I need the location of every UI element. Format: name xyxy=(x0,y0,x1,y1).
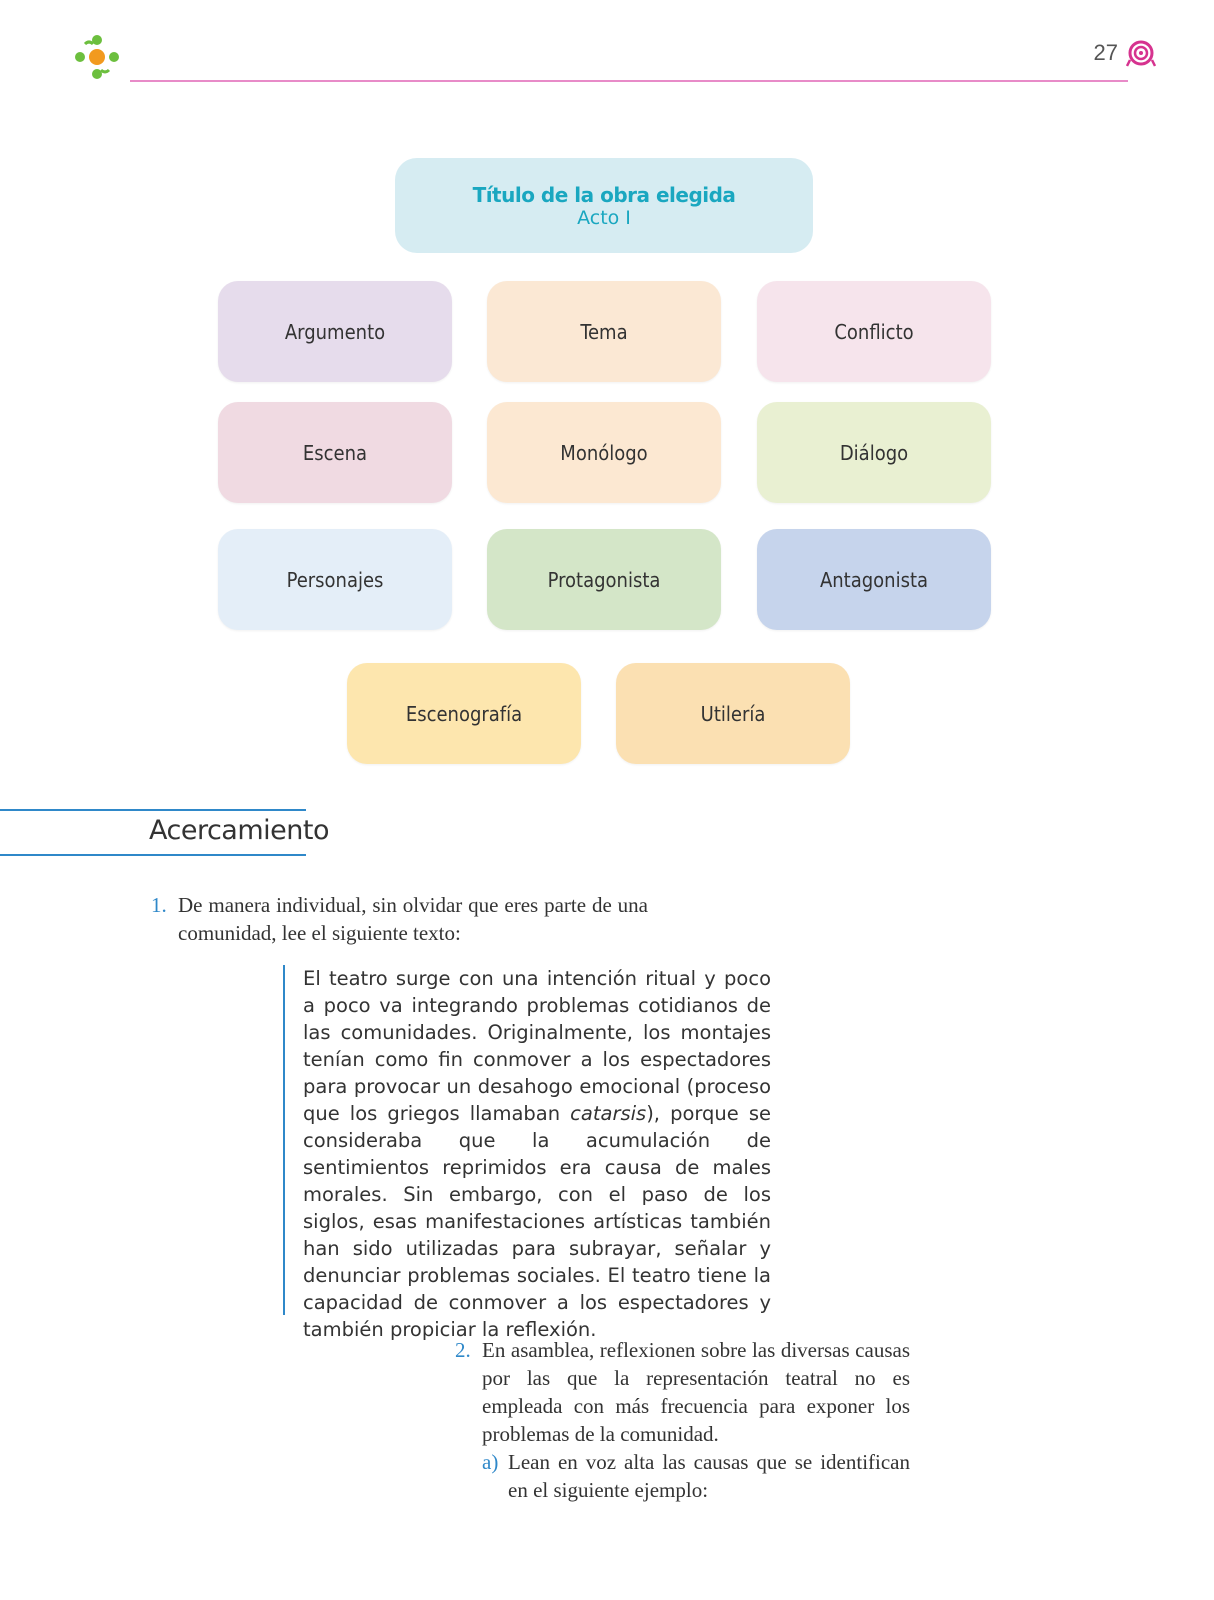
quote-bar xyxy=(283,965,285,1315)
header-divider xyxy=(130,80,1128,82)
flower-logo-icon xyxy=(72,32,122,82)
box-tema: Tema xyxy=(487,281,721,382)
box-escenografia: Escenografía xyxy=(347,663,581,764)
box-escena: Escena xyxy=(218,402,452,503)
quote-part-2: ), porque se consideraba que la acumulación de sentimientos reprimidos era causa de males morales. Sin embargo, con el paso de los siglos, esas manifestaciones artísticas también han sido utilizadas para subrayar, señalar y denunciar problemas sociales. El teatro tiene la capacidad de conmover a los espectadores y también propiciar la reflexión. xyxy=(303,1102,771,1341)
question-1-number: 1. xyxy=(151,893,167,917)
diagram-title-box xyxy=(395,158,813,253)
quote-italic-term: catarsis xyxy=(570,1102,647,1125)
diagram-subtitle: Acto I xyxy=(577,206,631,229)
question-2-number: 2. xyxy=(455,1338,471,1362)
box-argumento: Argumento xyxy=(218,281,452,382)
question-2-text: En asamblea, reflexionen sobre las diversas causas por las que la representación teatral no es empleada con más frecuencia para exponer los problemas de la comunidad. xyxy=(482,1338,910,1446)
section-title: Acercamiento xyxy=(149,815,329,846)
diagram-title: Título de la obra elegida xyxy=(472,182,736,207)
box-utileria: Utilería xyxy=(616,663,850,764)
question-1-text: De manera individual, sin olvidar que eres parte de una comunidad, lee el siguiente texto: xyxy=(178,893,648,945)
subquestion-a-text: Lean en voz alta las causas que se identifican en el siguiente ejemplo: xyxy=(508,1450,910,1502)
subquestion-a-letter: a) xyxy=(482,1450,499,1474)
quote-part-1: El teatro surge con una intención ritual y poco a poco va integrando problemas cotidianos de las comunidades. Originalmente, los montajes tenían como fin conmover a los espectadores para provocar un desahogo emocional (proceso que los griegos llamaban xyxy=(303,967,771,1125)
box-personajes: Personajes xyxy=(218,529,452,630)
box-antagonista: Antagonista xyxy=(757,529,991,630)
box-monologo: Monólogo xyxy=(487,402,721,503)
section-rule-top xyxy=(0,809,306,811)
box-conflicto: Conflicto xyxy=(757,281,991,382)
spiral-ornament-icon xyxy=(1126,38,1156,68)
box-dialogo: Diálogo xyxy=(757,402,991,503)
section-rule-bottom xyxy=(0,854,306,856)
page-number: 27 xyxy=(1093,40,1118,65)
box-protagonista: Protagonista xyxy=(487,529,721,630)
quote-text xyxy=(303,965,771,1343)
